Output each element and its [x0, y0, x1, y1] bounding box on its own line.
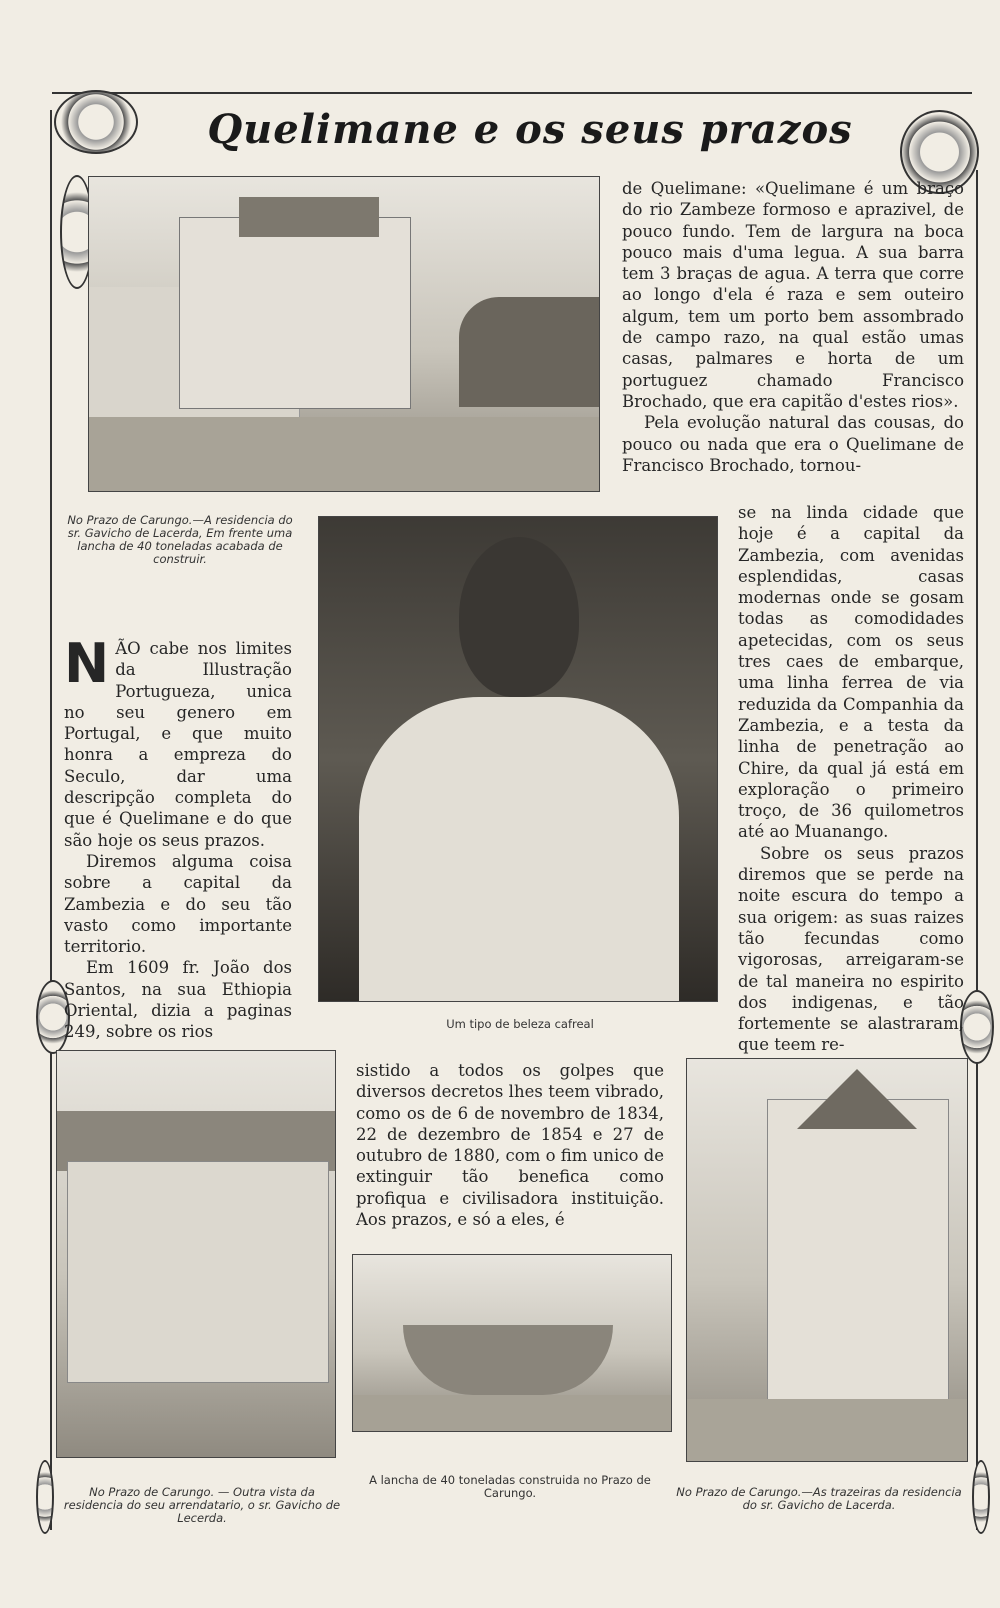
photo-house-shape [179, 217, 411, 409]
frame-top-rule [52, 92, 972, 94]
ornament-right-bottom-icon [972, 1460, 990, 1534]
photo-boat-construction [352, 1254, 672, 1432]
photo-ground-shape [89, 417, 599, 491]
photo-house-shape [767, 1099, 949, 1401]
ornament-top-left-icon [54, 90, 138, 154]
frame-left-rule [50, 110, 52, 1530]
photo-ground-shape [687, 1399, 967, 1461]
caption-top-left: No Prazo de Carungo.—A residencia do sr. Gavicho de Lacerda, Em frente uma lancha de 40 toneladas acabada de construir. [67, 513, 293, 566]
ornament-right-mid-icon [960, 990, 994, 1064]
photo-roof-shape [239, 197, 379, 237]
paragraph: Em 1609 fr. João dos Santos, na sua Ethiopia Oriental, dizia a paginas 249, sobre os rios [64, 958, 292, 1042]
photo-residence-carungo [88, 176, 600, 492]
photo-portrait-woman [318, 516, 718, 1002]
text-col-right-mid [738, 502, 964, 1056]
paragraph: Pela evolução natural das cousas, do pouco ou nada que era o Quelimane de Francisco Brochado, tornou- [622, 413, 964, 475]
page-title: Quelimane e os seus prazos [207, 106, 853, 153]
photo-residence-other-view [56, 1050, 336, 1458]
photo-residence-rear [686, 1058, 968, 1462]
photo-boat-shape [403, 1325, 613, 1395]
frame-right-rule [976, 170, 978, 1530]
paragraph [64, 632, 292, 851]
text-col-bottom-center [356, 1060, 664, 1230]
text-col-left [64, 632, 292, 1043]
ornament-left-bottom-icon [36, 1460, 54, 1534]
caption-bottom-center: A lancha de 40 toneladas construida no Prazo de Carungo. [369, 1473, 651, 1500]
photo-ground-shape [57, 1381, 335, 1457]
paragraph-text: ÃO cabe nos limites da Illustração Portugueza, unica no seu genero em Portugal, e que muito honra a empreza do Seculo, dar uma descripção completa do que é Quelimane e do que são hoje os seus prazos. [64, 639, 292, 850]
caption-bottom-right: No Prazo de Carungo.—As trazeiras da residencia do sr. Gavicho de Lacerda. [676, 1485, 962, 1512]
paragraph: Sobre os seus prazos diremos que se perde na noite escura do tempo a sua origem: as suas raizes tão fecundas como vigorosas, arreigaram-se de tal maneira no espirito dos indigenas, e tão fortemente se alastraram, que teem re- [738, 843, 964, 1055]
photo-house-shape [67, 1161, 329, 1383]
paragraph: sistido a todos os golpes que diversos decretos lhes teem vibrado, como os de 6 de novembro de 1834, 22 de dezembro de 1854 e 27 de outubro de 1880, com o fim unico de extinguir tão benefica como profiqua e civilisadora instituição. Aos prazos, e só a eles, é [356, 1061, 664, 1230]
caption-bottom-left: No Prazo de Carungo. — Outra vista da residencia do seu arrendatario, o sr. Gavicho de Lecerda. [63, 1485, 341, 1525]
paragraph: de Quelimane: «Quelimane é um braço do rio Zambeze formoso e aprazivel, de pouco fundo. Tem de largura na boca pouco mais d'uma legua. A sua barra tem 3 braças de agua. A terra que corre ao longo d'ela é raza e sem outeiro algum, tem um porto bem assombrado de campo razo, na qual estão umas casas, palmares e horta de um portuguez chamado Francisco Brochado, que era capitão d'estes rios». [622, 179, 964, 411]
text-col-right-top [622, 178, 964, 476]
paragraph: Diremos alguma coisa sobre a capital da Zambezia e do seu tão vasto como importante territorio. [64, 851, 292, 957]
photo-shawl-shape [359, 697, 679, 1001]
photo-face-shape [459, 537, 579, 697]
photo-ground-shape [353, 1395, 671, 1431]
drop-cap: N [64, 632, 110, 695]
caption-center: Um tipo de beleza cafreal [446, 1017, 594, 1031]
photo-boat-shape [459, 297, 599, 407]
paragraph: se na linda cidade que hoje é a capital da Zambezia, com avenidas esplendidas, casas modernas onde se gosam todas as comodidades apetecidas, com os seus tres caes de embarque, uma linha ferrea de via reduzida da Companhia da Zambezia, e a testa da linha de penetração ao Chire, da qual já está em exploração o primeiro troço, de 36 quilometros até ao Muanango. [738, 503, 964, 842]
